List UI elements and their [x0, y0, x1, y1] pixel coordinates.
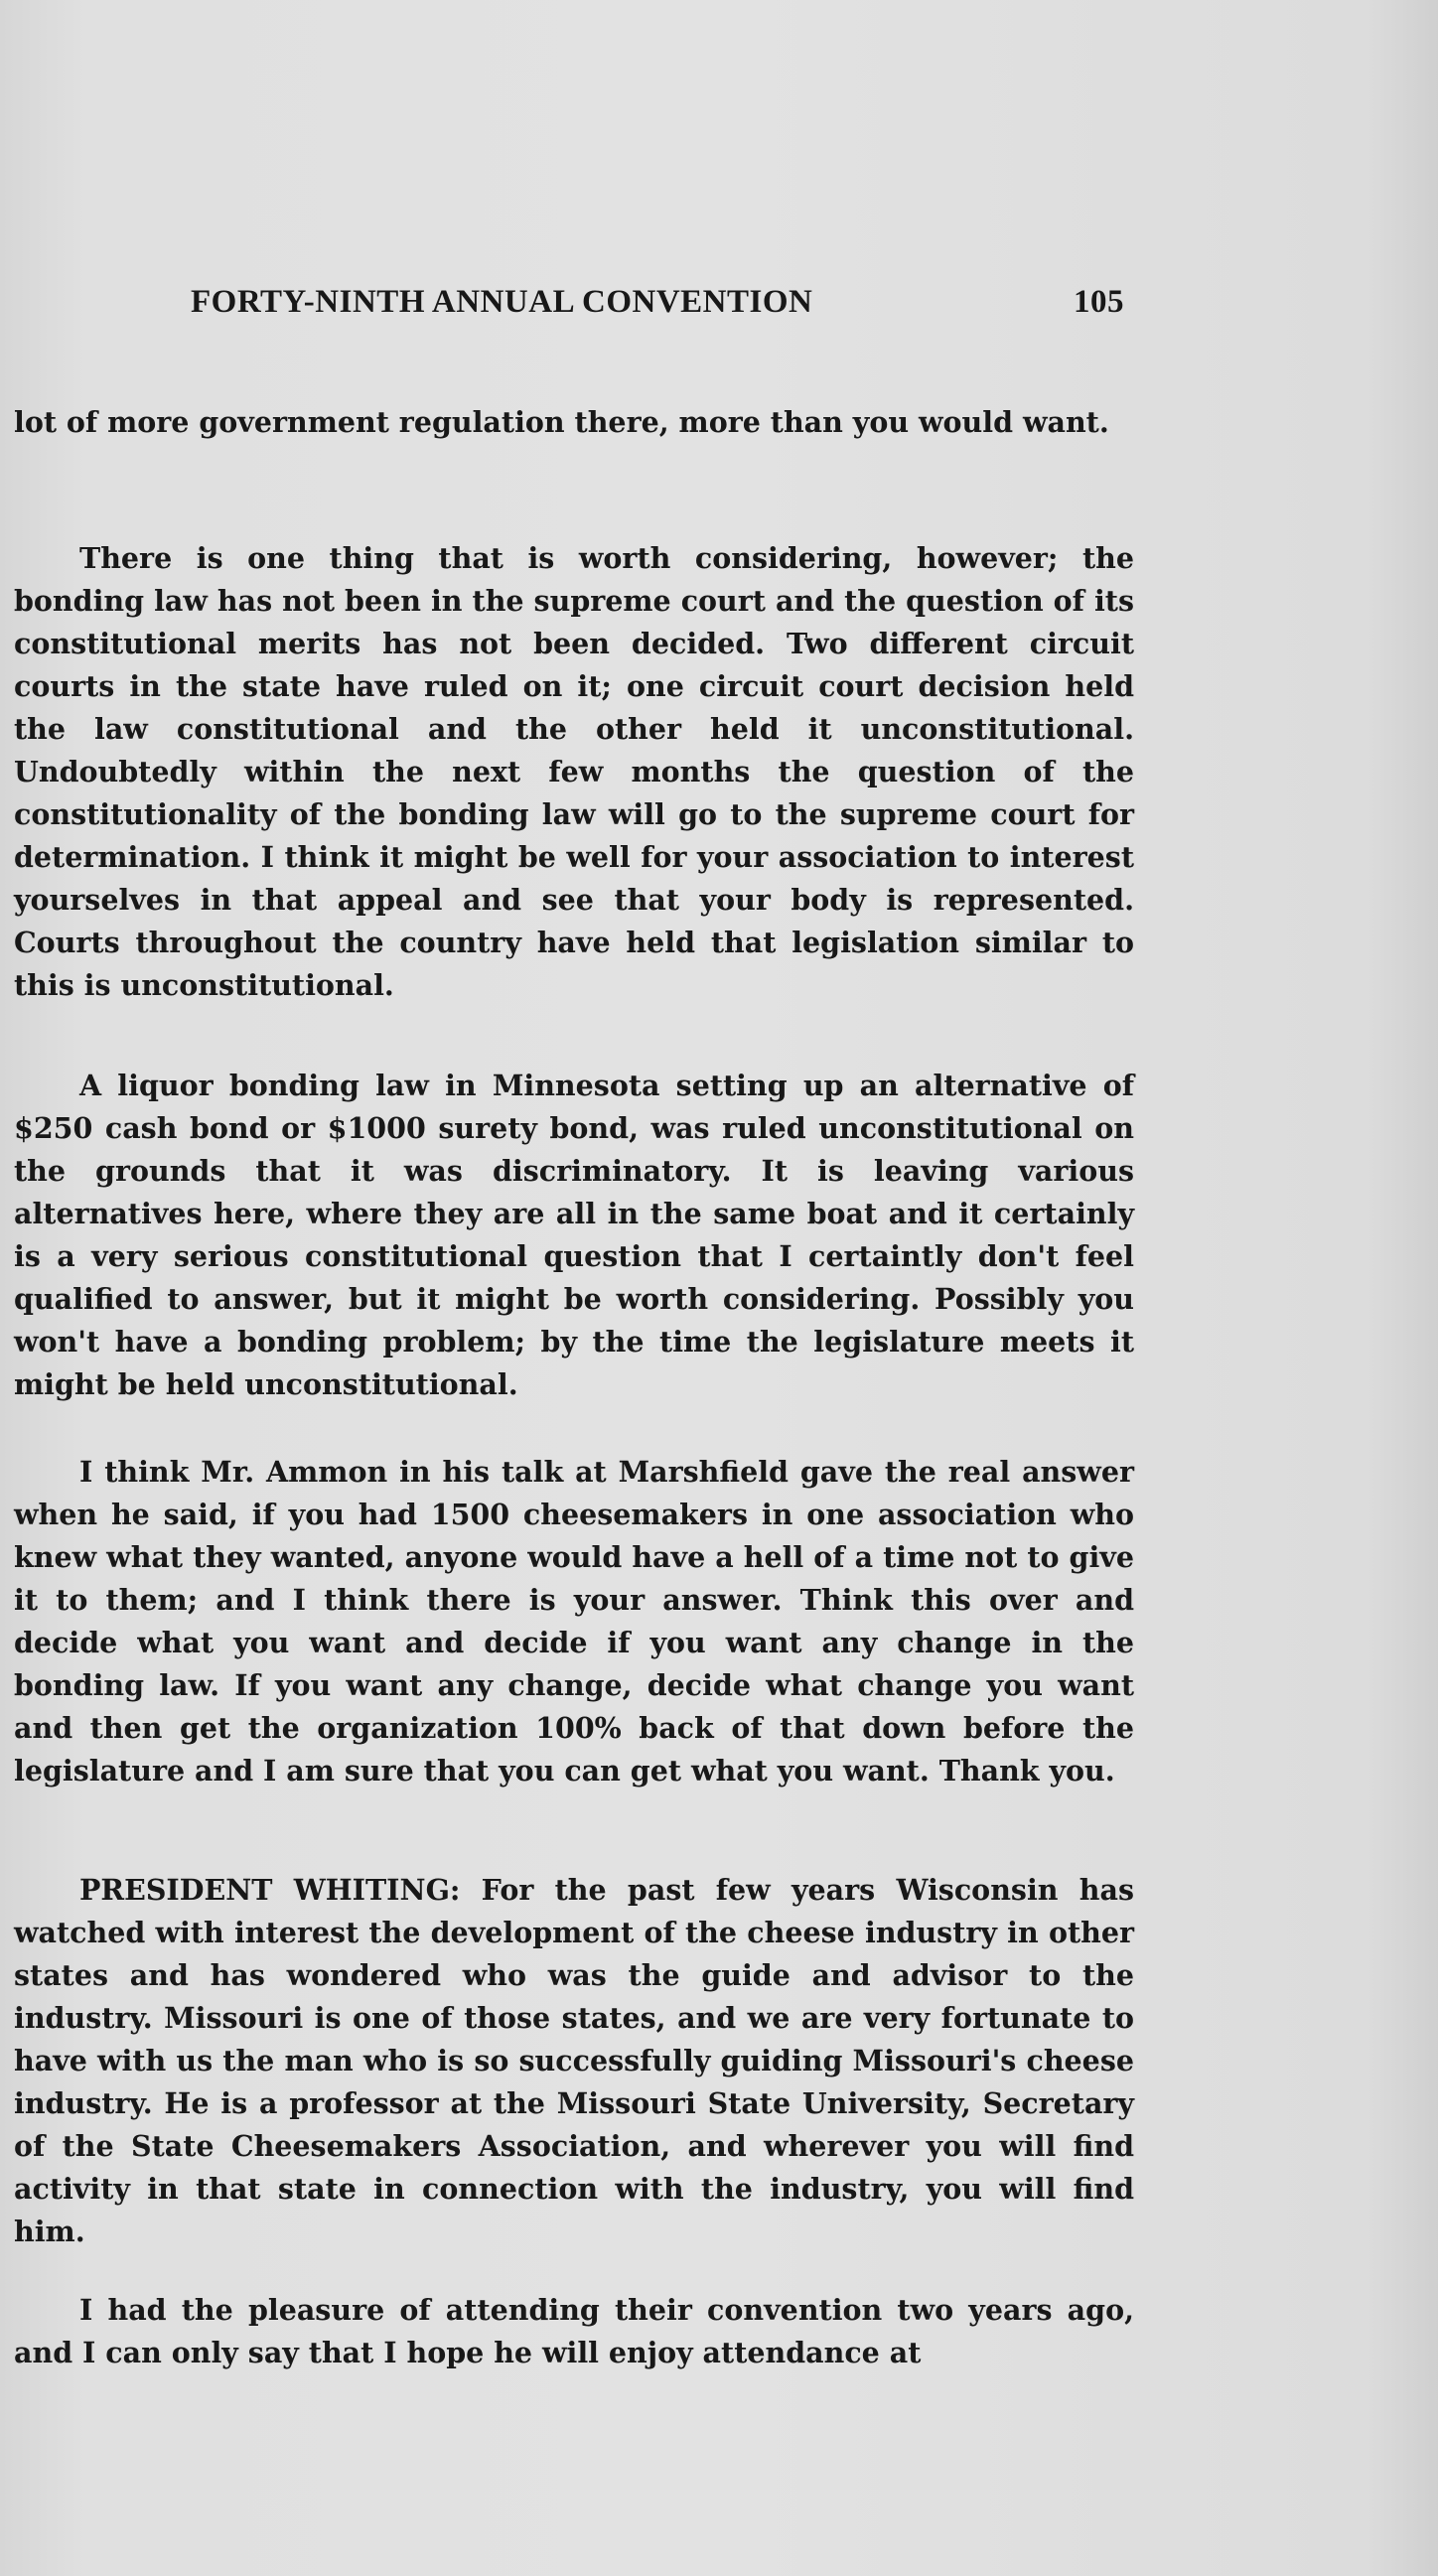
page-number: 105 [1074, 284, 1124, 320]
paragraph-5: PRESIDENT WHITING: For the past few years Wisconsin has watched with interest the development of the cheese industry in other states and has wondered who was the guide and advisor to the industry. Missouri is one of those states, and we are very fortunate to have with us the man who is so successfully guiding Missouri's cheese industry. He is a professor at the Missouri State University, Secretary of the State Cheesemakers Association, and wherever you will find activity in that state in connection with the industry, you will find him. [14, 1873, 1134, 2248]
paragraph-4: I think Mr. Ammon in his talk at Marshfield gave the real answer when he said, if you had 1500 cheesemakers in one association who knew what they wanted, anyone would have a hell of a time not to give it to them; and I think there is your answer. Think this over and decide what you want and decide if you want any change in the bonding law. If you want any change, decide what change you want and then get the organization 100% back of that down before the legislature and I am sure that you can get what you want. Thank you. [14, 1455, 1134, 1788]
paragraph-1: lot of more government regulation there, more than you would want. [14, 405, 1109, 439]
paragraph-2: There is one thing that is worth considering, however; the bonding law has not been in the supreme court and the question of its constitutional merits has not been decided. Two different circuit courts in the state have ruled on it; one circuit court decision held the law constitutional and the other held it unconstitutional. Undoubtedly within the next few months the question of the constitutionality of the bonding law will go to the supreme court for determination. I think it might be well for your association to interest yourselves in that appeal and see that your body is represented. Courts throughout the country have held that legislation similar to this is unconstitutional. [14, 541, 1134, 1002]
paragraph-6: I had the pleasure of attending their convention two years ago, and I can only say that I hope he will enjoy attendance at [14, 2293, 1134, 2369]
paragraph-3: A liquor bonding law in Minnesota setting up an alternative of $250 cash bond or $1000 surety bond, was ruled unconstitutional on the grounds that it was discriminatory. It is leaving various alternatives here, where they are all in the same boat and it certainly is a very serious constitutional question that I certaintly don't feel qualified to answer, but it might be worth considering. Possibly you won't have a bonding problem; by the time the legislature meets it might be held unconstitutional. [14, 1069, 1134, 1401]
header-title: FORTY-NINTH ANNUAL CONVENTION [191, 284, 813, 320]
